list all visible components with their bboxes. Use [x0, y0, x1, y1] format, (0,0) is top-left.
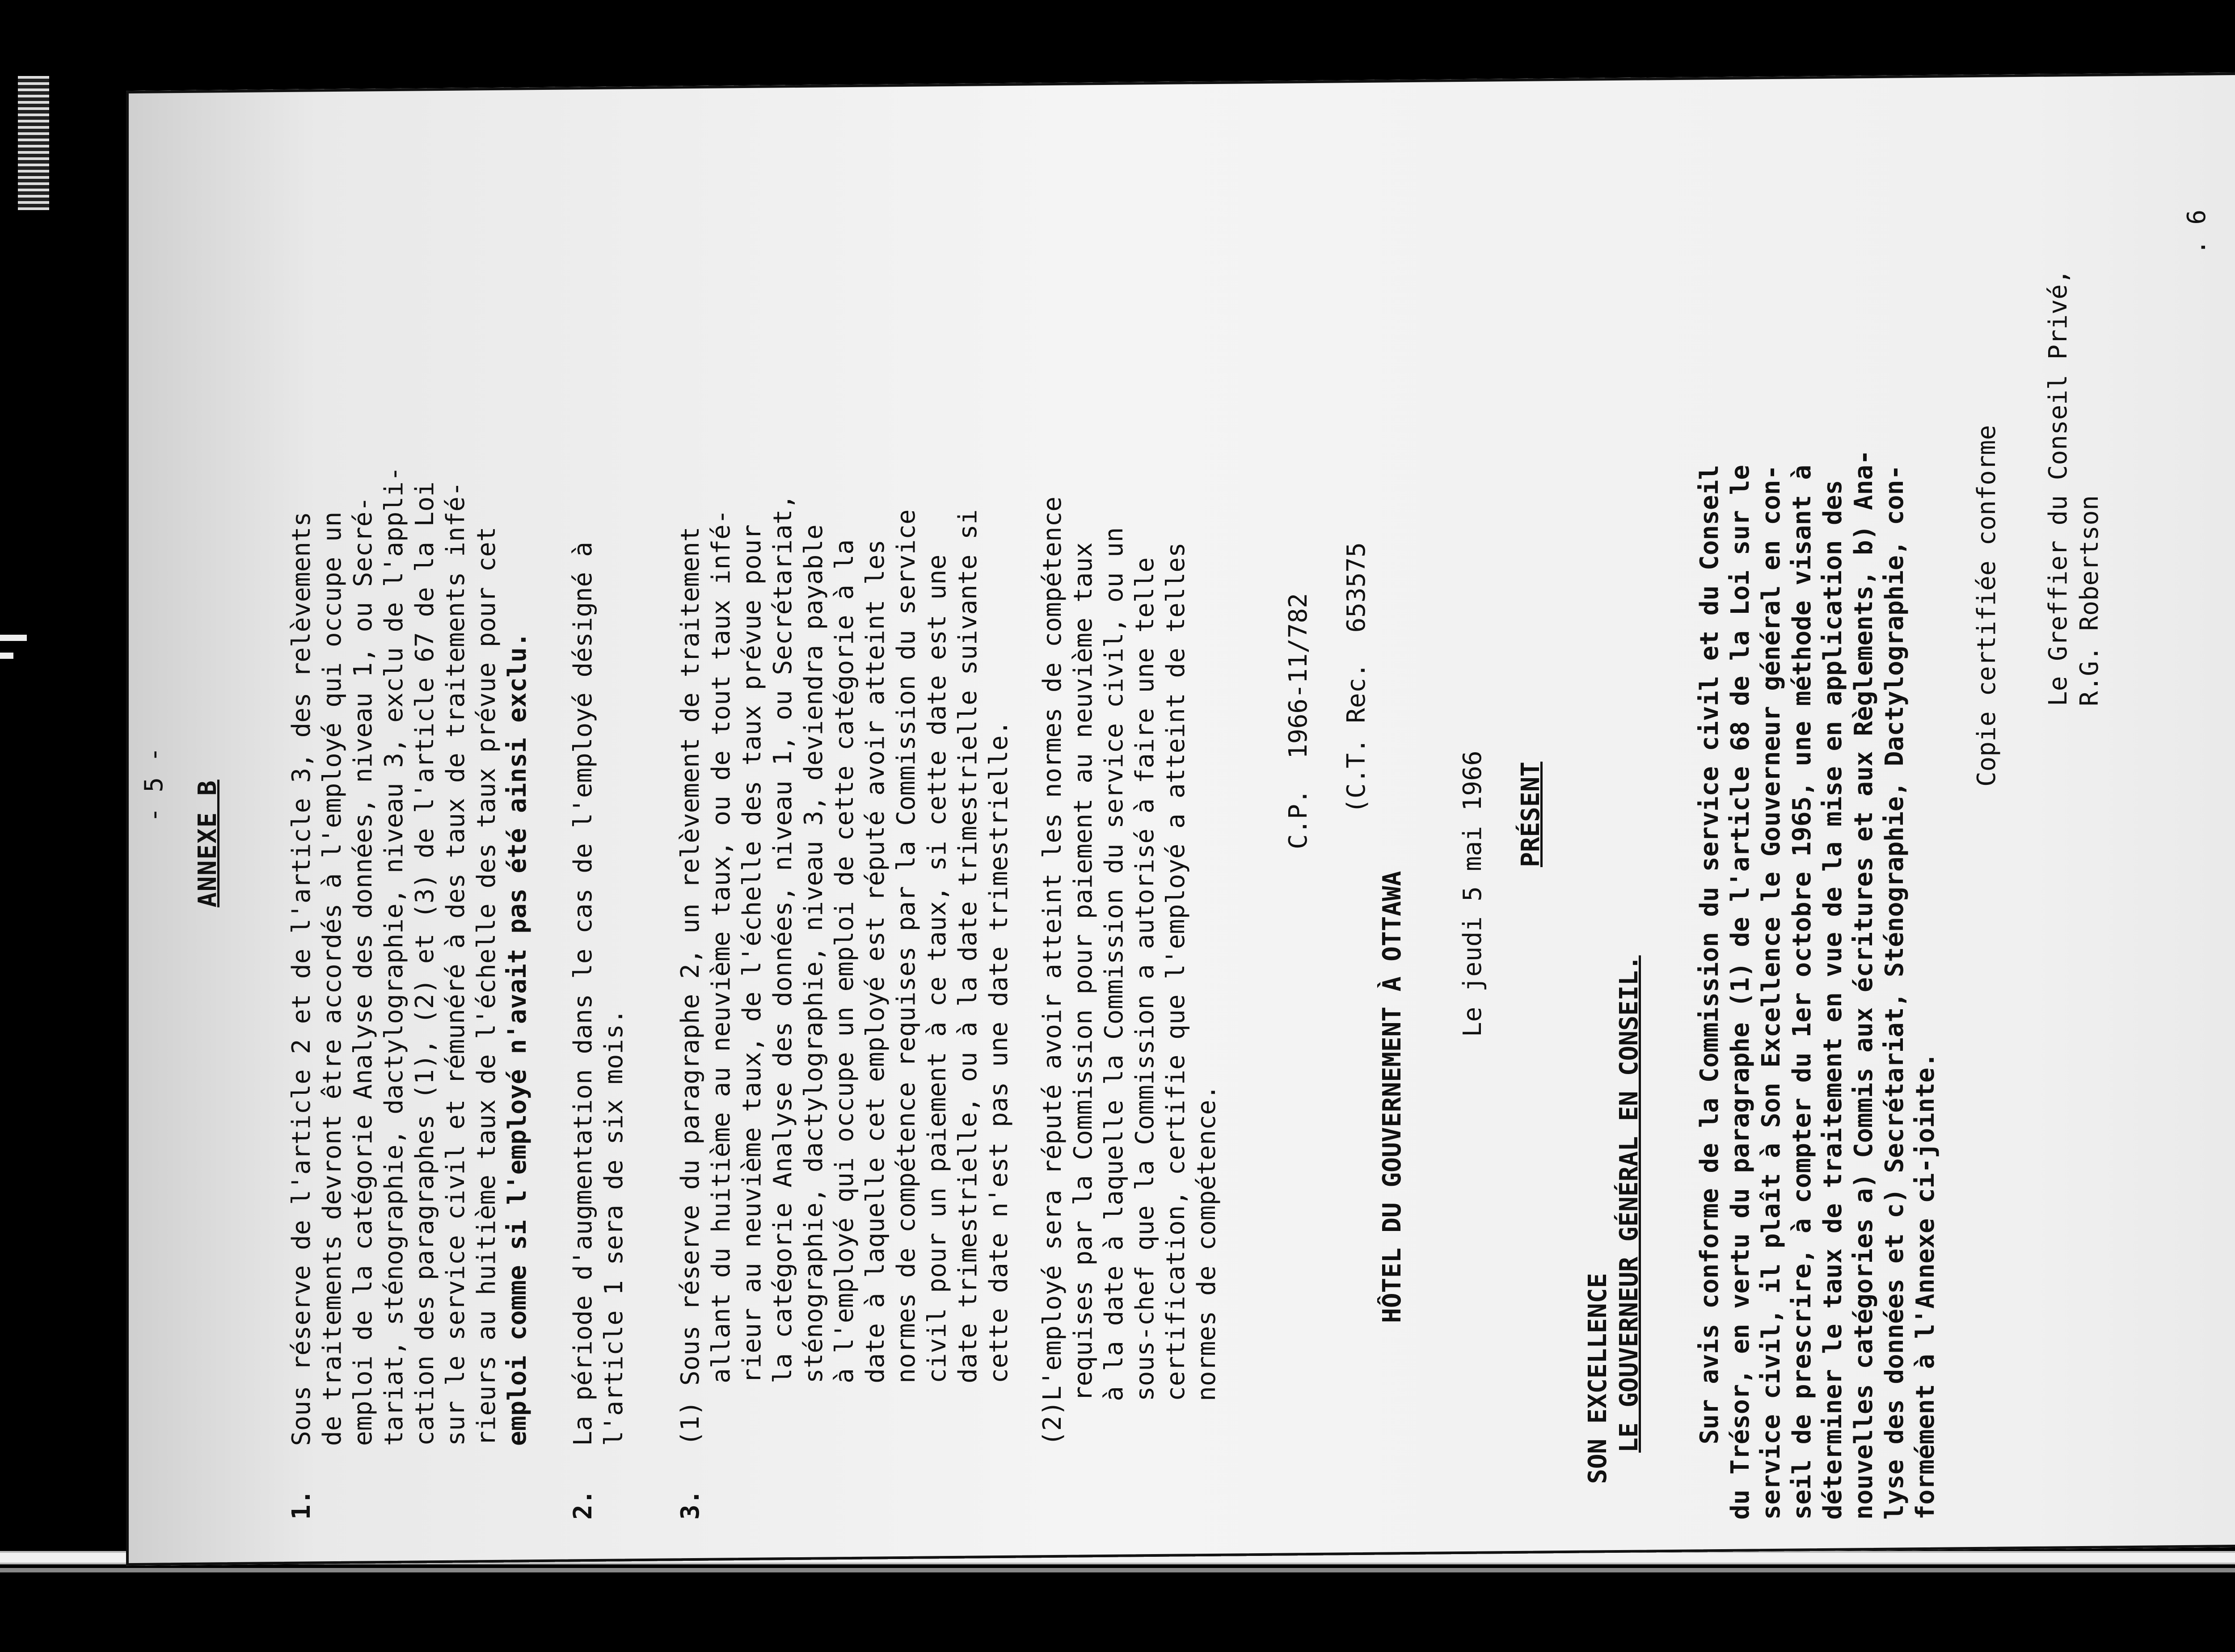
paragraph-1-text — [286, 134, 533, 1520]
text-line: allant du huitième au neuvième taux, ou de tout taux infé- — [707, 509, 736, 1383]
text-line: nouvelles catégories a) Commis aux écritures et aux Règlements, b) Ana- — [1849, 450, 1878, 1520]
text-line: formément à l'Annexe ci-jointe. — [1911, 1052, 1940, 1520]
meeting-date: Le jeudi 5 mai 1966 — [1458, 750, 1487, 1037]
paragraph-number: 2. — [569, 1489, 598, 1520]
rotated-document-page — [139, 125, 2235, 1520]
film-edge-marks — [18, 76, 49, 210]
text-line: tariat, sténographie, dactylographie, niveau 3, exclu de l'appli- — [380, 466, 409, 1446]
text-line: Sous réserve de l'article 2 et de l'article 3, des relèvements — [287, 511, 316, 1446]
text-line: emploi comme si l'employé n'avait pas été ainsi exclu. — [503, 632, 532, 1446]
text-line: la catégorie Analyse des données, niveau 1, ou Secrétariat, — [768, 494, 797, 1383]
text-line: (1) Sous réserve du paragraphe 2, un relèvement de traitement — [676, 527, 705, 1446]
page-number: - 5 - — [139, 747, 169, 822]
paragraph-1 — [286, 134, 533, 1520]
governor-general: LE GOUVERNEUR GÉNÉRAL EN CONSEIL. — [1615, 955, 1644, 1453]
paragraph-3-text — [675, 134, 1014, 1520]
cp-number: C.P. 1966-11/782 — [1284, 593, 1313, 849]
text-line: rieur au neuvième taux, de l'échelle des taux prévue pour — [738, 524, 767, 1383]
text-line: emploi de la catégorie Analyse des données, niveau 1, ou Secré- — [349, 496, 378, 1446]
text-line: certification, certifie que l'employé a atteint de telles — [1161, 542, 1190, 1401]
next-page-marker: . 6 — [2182, 209, 2211, 255]
text-line: sténographie, dactylographie, niveau 3, deviendra payable — [799, 524, 828, 1383]
film-strip-border-shadow — [0, 1568, 2235, 1572]
text-line: à la date à laquelle la Commission du service civil, ou un — [1100, 527, 1129, 1401]
text-line: déterminer le taux de traitement en vue de la mise en application des — [1818, 480, 1847, 1520]
text-line: sur le service civil et rémunéré à des taux de traitements infé- — [441, 481, 470, 1446]
text-line: cation des paragraphes (1), (2) et (3) de l'article 67 de la Loi — [410, 481, 439, 1446]
ct-record: (C.T. Rec. 653575 — [1342, 542, 1371, 813]
text-line: cette date n'est pas une date trimestrielle. — [984, 720, 1013, 1383]
film-edge-tick — [0, 635, 27, 641]
text-line: normes de compétence requises par la Commission du service — [892, 509, 921, 1383]
text-line: l'article 1 sera de six mois. — [599, 1009, 628, 1446]
text-line: de traitements devront être accordés à l'employé qui occupe un — [318, 511, 347, 1446]
paragraph-3b-text — [1037, 134, 1222, 1520]
text-line: du Trésor, en vertu du paragraphe (1) de l'article 68 de la Loi sur le — [1726, 464, 1755, 1520]
order-body — [1694, 134, 1941, 1520]
clerk-name: R.G. Robertson — [2075, 495, 2104, 706]
text-line: lyse des données et c) Secrétariat, Sténographie, Dactylographie, con- — [1880, 464, 1909, 1520]
paragraph-3-subsection-2 — [1037, 134, 1222, 1520]
location: HÔTEL DU GOUVERNEMENT À OTTAWA — [1378, 871, 1407, 1323]
present-heading: PRÉSENT — [1516, 761, 1545, 867]
text-line: requises par la Commission pour paiement au neuvième taux — [1069, 542, 1098, 1401]
son-excellence: SON EXCELLENCE — [1583, 1273, 1612, 1484]
text-line: civil pour un paiement à ce taux, si cette date est une — [923, 554, 952, 1383]
text-line: rieurs au huitième taux de l'échelle des taux prévue pour cet — [472, 527, 501, 1446]
paragraph-number: 1. — [287, 1489, 316, 1520]
paragraph-number: 3. — [676, 1489, 705, 1520]
annex-title: ANNEXE B — [193, 780, 222, 907]
text-line: Sur avis conforme de la Commission du service civil et du Conseil — [1695, 464, 1724, 1520]
paragraph-2 — [568, 134, 629, 1520]
paragraph-2-text — [568, 134, 629, 1520]
text-line: service civil, il plaît à Son Excellence le Gouverneur général en con- — [1757, 464, 1786, 1520]
text-line: à l'employé qui occupe un emploi de cette catégorie à la — [830, 539, 859, 1383]
text-line: La période d'augmentation dans le cas de l'employé désigné à — [569, 542, 598, 1446]
text-line: (2)L'employé sera réputé avoir atteint les normes de compétence — [1038, 496, 1067, 1446]
text-line: seil de prescrire, à compter du 1er octobre 1965, une méthode visant à — [1788, 464, 1817, 1520]
text-line: date trimestrielle, ou à la date trimestrielle suivante si — [953, 509, 983, 1383]
paragraph-3 — [675, 134, 1014, 1520]
text-line: normes de compétence. — [1192, 1084, 1221, 1401]
text-line: sous-chef que la Commission a autorisé à faire une telle — [1130, 557, 1160, 1401]
certified-copy: Copie certifiée conforme — [1972, 425, 2001, 787]
text-line: date à laquelle cet employé est réputé avoir atteint les — [861, 539, 890, 1383]
clerk-title: Le Greffier du Conseil Privé, — [2044, 269, 2073, 706]
film-edge-tick — [0, 653, 13, 659]
